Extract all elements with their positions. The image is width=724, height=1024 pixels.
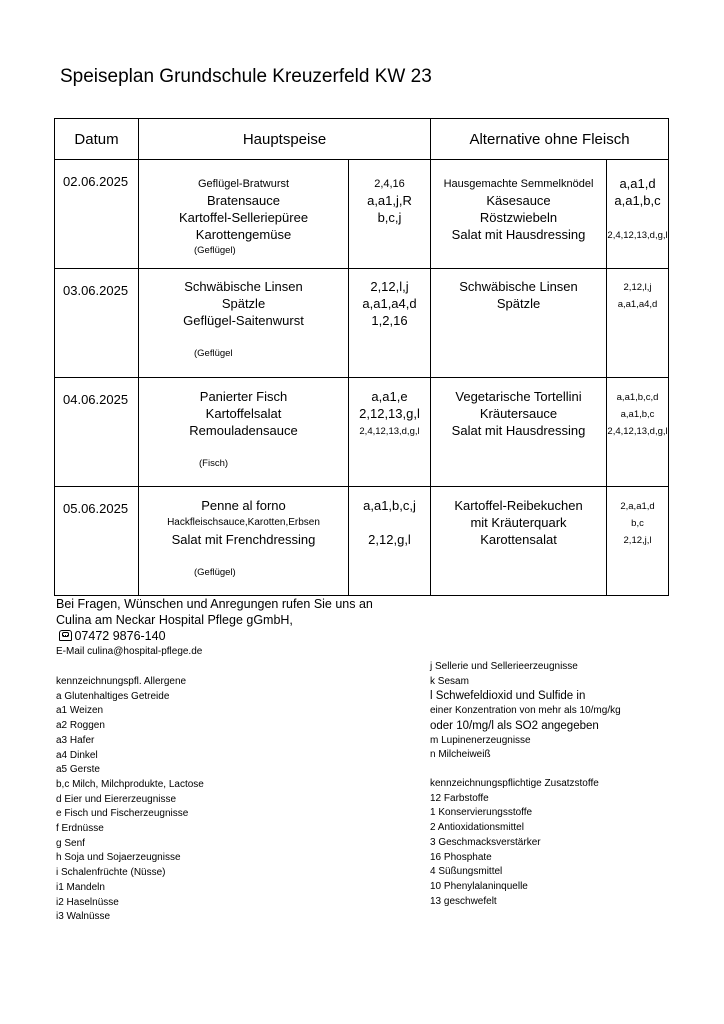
- legend-item: kennzeichnungspfl. Allergene: [56, 676, 187, 687]
- alt-dish: Hausgemachte Semmelknödel: [443, 178, 594, 190]
- contact-phone: [56, 628, 373, 644]
- contact-company: Culina am Neckar Hospital Pflege gGmbH,: [56, 613, 293, 627]
- additive-legend: [430, 777, 599, 909]
- allergen-code: a,a1,a4,d: [362, 296, 417, 311]
- legend-item: einer Konzentration von mehr als 10/mg/kg: [430, 705, 621, 717]
- legend-item: a Glutenhaltiges Getreide: [56, 690, 170, 702]
- allergen-code: 2,12,13,g,l: [359, 406, 420, 421]
- allergen-code: b,c,j: [377, 210, 402, 225]
- day-date: 02.06.2025: [55, 160, 139, 269]
- legend-item: b,c Milch, Milchprodukte, Lactose: [56, 778, 204, 790]
- main-dish: Bratensauce: [207, 193, 280, 208]
- legend-item: a4 Dinkel: [56, 749, 98, 761]
- legend-item: k Sesam: [430, 675, 469, 687]
- legend-item: i1 Mandeln: [56, 881, 105, 893]
- main-dish: Kartoffelsalat: [205, 406, 282, 421]
- legend-item: 1 Konservierungsstoffe: [430, 807, 533, 819]
- alt-dishes: [431, 269, 607, 378]
- main-dish: Salat mit Frenchdressing: [171, 532, 316, 547]
- allergen-code: 1,2,16: [371, 313, 408, 328]
- contact-line: Bei Fragen, Wünschen und Anregungen rufen Sie uns an: [56, 597, 373, 611]
- alt-dish: Röstzwiebeln: [479, 210, 558, 225]
- meat-note: (Geflügel: [194, 348, 233, 359]
- alt-dish: Kräutersauce: [479, 406, 558, 421]
- main-dish: Karottengemüse: [195, 227, 292, 242]
- alt-codes: [607, 487, 669, 596]
- main-dishes: [139, 378, 349, 487]
- alt-dish: Salat mit Hausdressing: [451, 227, 586, 242]
- allergen-code: a,a1,a4,d: [617, 299, 658, 310]
- day-date: 05.06.2025: [55, 487, 139, 596]
- alt-codes: [607, 160, 669, 269]
- meat-note: (Geflügel): [194, 567, 236, 578]
- main-dish: Hackfleischsauce,Karotten,Erbsen: [167, 517, 320, 528]
- allergen-code: 2,a,a1,d: [620, 501, 655, 512]
- allergen-code: 2,12,l,j: [370, 279, 409, 294]
- header-alt: Alternative ohne Fleisch: [431, 119, 669, 160]
- legend-item: l Schwefeldioxid und Sulfide in: [430, 690, 586, 703]
- legend-item: 3 Geschmacksverstärker: [430, 836, 541, 848]
- alt-dish: mit Kräuterquark: [470, 515, 567, 530]
- legend-item: 16 Phosphate: [430, 851, 492, 863]
- allergen-code: 2,4,12,13,d,g,l: [607, 230, 668, 241]
- allergen-code: a,a1,b,c,j: [363, 498, 416, 513]
- main-dishes: [139, 269, 349, 378]
- legend-item: a5 Gerste: [56, 764, 100, 776]
- allergen-code: a,a1,b,c: [614, 193, 661, 208]
- allergen-code: 2,12,l,j: [623, 282, 652, 293]
- main-codes: [349, 269, 431, 378]
- main-dish: Kartoffel-Selleriepüree: [178, 210, 309, 225]
- meat-note: (Geflügel): [194, 245, 236, 256]
- main-dishes: [139, 487, 349, 596]
- alt-dish: Karottensalat: [480, 532, 557, 547]
- main-dish: Schwäbische Linsen: [184, 279, 303, 294]
- legend-item: i2 Haselnüsse: [56, 896, 119, 908]
- day-date: 03.06.2025: [55, 269, 139, 378]
- allergen-code: 2,4,12,13,d,g,l: [607, 426, 668, 437]
- main-dishes: [139, 160, 349, 269]
- allergen-code: a,a1,e: [371, 389, 408, 404]
- allergen-code: 2,4,16: [374, 178, 405, 190]
- table-row: [55, 378, 669, 487]
- menu-table: [54, 118, 669, 596]
- legend-item: 10 Phenylalaninquelle: [430, 880, 528, 892]
- table-row: [55, 269, 669, 378]
- legend-item: g Senf: [56, 837, 85, 849]
- alt-codes: [607, 378, 669, 487]
- allergen-code: b,c: [631, 518, 644, 529]
- alt-dishes: [431, 487, 607, 596]
- allergen-legend-continued: [430, 660, 621, 763]
- main-dish: Panierter Fisch: [199, 389, 288, 404]
- header-main: Hauptspeise: [139, 119, 431, 160]
- main-dish: Spätzle: [221, 296, 266, 311]
- allergen-legend: [56, 675, 204, 925]
- main-dish: Geflügel-Saitenwurst: [183, 313, 304, 328]
- main-dish: Penne al forno: [201, 498, 286, 513]
- allergen-code: a,a1,d: [619, 176, 656, 191]
- contact-info: [56, 596, 373, 660]
- allergen-code: a,a1,b,c: [620, 409, 655, 420]
- legend-item: m Lupinenerzeugnisse: [430, 734, 531, 746]
- allergen-code: 2,4,12,13,d,g,l: [359, 426, 420, 437]
- legend-item: e Fisch und Fischerzeugnisse: [56, 808, 189, 820]
- alt-dish: Salat mit Hausdressing: [451, 423, 586, 438]
- alt-dish: Vegetarische Tortellini: [455, 389, 582, 404]
- legend-item: i3 Walnüsse: [56, 911, 111, 923]
- legend-item: j Sellerie und Sellerieerzeugnisse: [430, 661, 578, 672]
- page-title: Speiseplan Grundschule Kreuzerfeld KW 23: [60, 66, 432, 87]
- legend-item: h Soja und Sojaerzeugnisse: [56, 852, 181, 864]
- allergen-code: a,a1,b,c,d: [616, 392, 659, 403]
- legend-item: oder 10/mg/l als SO2 angegeben: [430, 719, 599, 732]
- legend-item: n Milcheiweiß: [430, 749, 491, 761]
- table-row: [55, 487, 669, 596]
- telephone-icon: [59, 630, 72, 641]
- main-dish: Geflügel-Bratwurst: [197, 178, 290, 190]
- legend-item: i Schalenfrüchte (Nüsse): [56, 867, 166, 879]
- alt-codes: [607, 269, 669, 378]
- alt-dish: Schwäbische Linsen: [459, 279, 578, 294]
- alt-dishes: [431, 378, 607, 487]
- legend-item: 12 Farbstoffe: [430, 792, 489, 804]
- alt-dish: Käsesauce: [486, 193, 551, 208]
- main-codes: [349, 487, 431, 596]
- legend-item: d Eier und Eiererzeugnisse: [56, 793, 177, 805]
- legend-item: 2 Antioxidationsmittel: [430, 822, 524, 834]
- main-codes: [349, 160, 431, 269]
- table-row: [55, 160, 669, 269]
- legend-item: 13 geschwefelt: [430, 895, 497, 907]
- allergen-code: a,a1,j,R: [367, 193, 412, 208]
- meat-note: (Fisch): [199, 458, 229, 469]
- main-dish: Remouladensauce: [189, 423, 298, 438]
- legend-item: f Erdnüsse: [56, 823, 104, 835]
- legend-item: a3 Hafer: [56, 734, 95, 746]
- day-date: 04.06.2025: [55, 378, 139, 487]
- main-codes: [349, 378, 431, 487]
- header-date: Datum: [55, 119, 139, 160]
- allergen-code: 2,12,g,l: [368, 532, 411, 547]
- allergen-code: 2,12,j,l: [623, 535, 652, 546]
- legend-item: kennzeichnungspflichtige Zusatzstoffe: [430, 778, 599, 789]
- legend-item: a2 Roggen: [56, 720, 105, 732]
- legend-item: a1 Weizen: [56, 705, 104, 717]
- legend-item: 4 Süßungsmittel: [430, 866, 503, 878]
- alt-dishes: [431, 160, 607, 269]
- contact-email: E-Mail culina@hospital-pflege.de: [56, 646, 203, 657]
- alt-dish: Kartoffel-Reibekuchen: [454, 498, 583, 513]
- alt-dish: Spätzle: [496, 296, 541, 311]
- phone-number: 07472 9876-140: [74, 629, 166, 643]
